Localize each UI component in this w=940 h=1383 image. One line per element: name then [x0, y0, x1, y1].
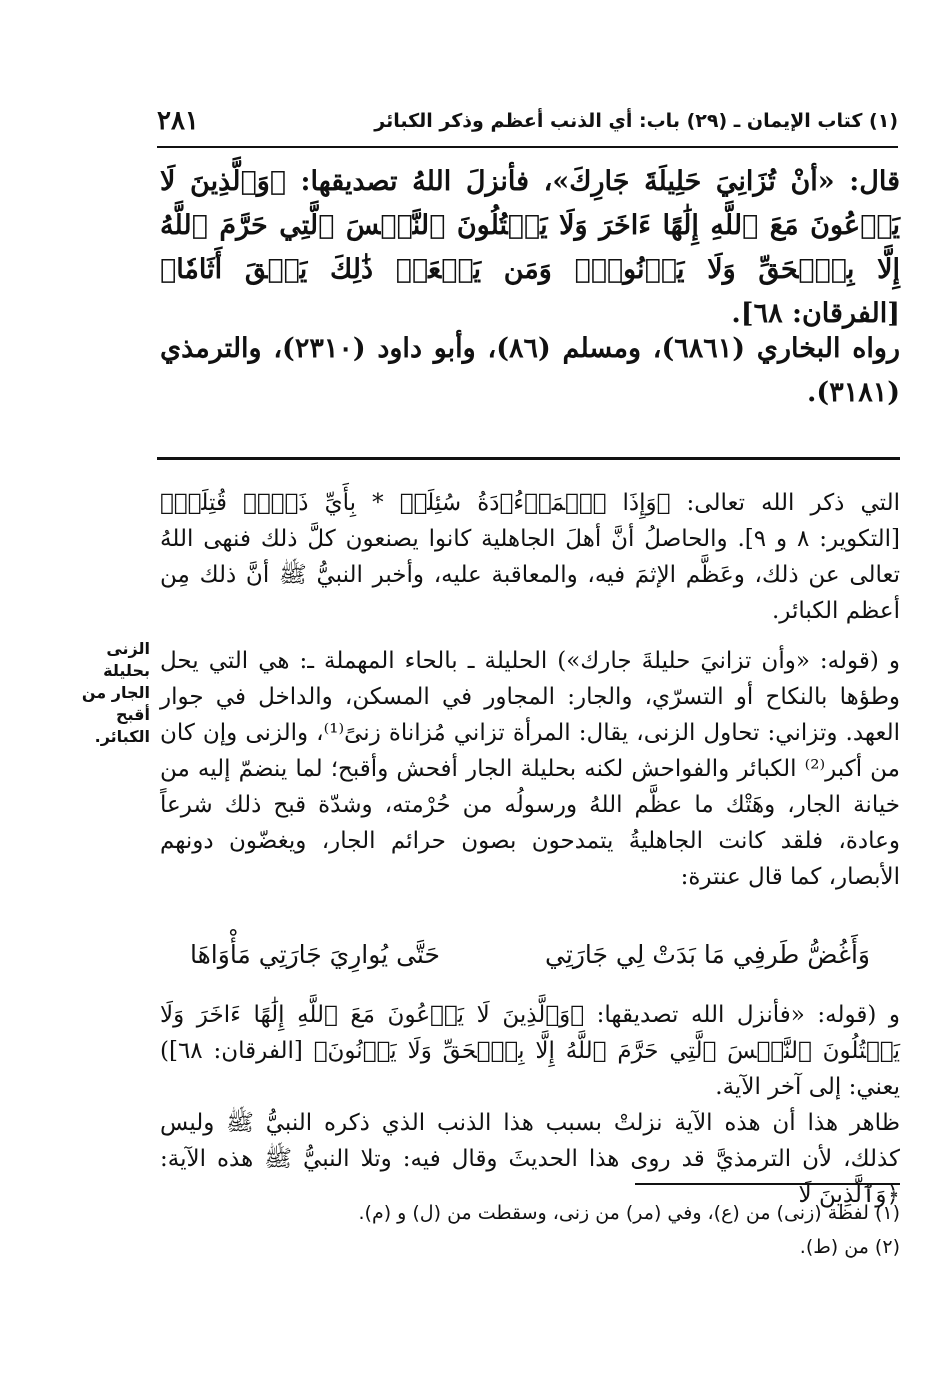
- verse-hemistich: وَأَغُضُّ طَرفِي مَا بَدَتْ لِي جَارَتِي: [545, 940, 870, 969]
- footnotes: [160, 1196, 900, 1264]
- hadith-text: قال: «أنْ تُزَانِيَ حَلِيلَةَ جَارِكَ»، فأنزلَ اللهُ تصديقها: ﴿وَٱلَّذِينَ لَا يَدۡعُونَ مَعَ ٱللَّهِ إِلَٰهًا ءَاخَرَ وَلَا يَقۡتُلُونَ ٱلنَّفۡسَ ٱلَّتِي حَرَّمَ ٱللَّهُ إِلَّا بِٱلۡحَقِّ وَلَا يَزۡنُونَۚ وَمَن يَفۡعَلۡ ذَٰلِكَ يَلۡقَ أَثَامٗا﴾ [الفرقان: ٦٨].: [160, 166, 900, 329]
- commentary-paragraph: و (قوله: «فأنزل الله تصديقها: ﴿وَٱلَّذِينَ لَا يَدۡعُونَ مَعَ ٱللَّهِ إِلَٰهًا ءَاخَرَ وَلَا يَقۡتُلُونَ ٱلنَّفۡسَ ٱلَّتِي حَرَّمَ ٱللَّهُ إِلَّا بِٱلۡحَقِّ وَلَا يَزۡنُونَ﴾ [الفرقان: ٦٨]) يعني: إلى آخر الآية.: [160, 1002, 900, 1100]
- verse-hemistich: حَتَّى يُوارِيَ جَارَتِي مَأْوَاهَا: [190, 940, 440, 969]
- footnote-rule: [635, 1183, 900, 1185]
- margin-heading: الزنى بحليلة الجار من أقبح الكبائر.: [81, 639, 150, 746]
- commentary-paragraph: التي ذكر الله تعالى: ﴿وَإِذَا ٱلۡمَوۡءُۥدَةُ سُئِلَتۡ * بِأَيِّ ذَنۢبٖ قُتِلَتۡ﴾ [التكوير: ٨ و ٩]. والحاصلُ أنَّ أهلَ الجاهلية كانوا يصنعون كلَّ ذلك فنهى اللهُ تعالى عن ذلك، وعَظَّم الإثمَ فيه، والمعاقبة عليه، وأخبر النبيُّ ﷺ أنَّ ذلك مِن أعظم الكبائر.: [160, 490, 901, 624]
- page-header: [157, 104, 898, 148]
- commentary-paragraph: و (قوله: «وأن تزانيَ حليلةَ جارك») الحليلة ـ بالحاء المهملة ـ: هي التي يحل وطؤها بالنكاح أو التسرّي، والجار: المجاور في المسكن، والداخل في جوار العهد. وتزاني: تحاول الزنى، يقال: المرأة تزاني مُزاناة زنىً⁽¹⁾، والزنى وإن كان من أكبر⁽²⁾ الكبائر والفواحش لكنه بحليلة الجار أفحش وأقبح؛ لما ينضمّ إليه من خيانة الجار، وهَتْك ما عظَّم اللهُ ورسولُه من حُرْمته، وشدّة قبح ذلك شرعاً وعادة، فلقد كانت الجاهليةُ يتمدحون بصون حرائم الجار، ويغضّون دونهم الأبصار، كما قال عنترة:: [160, 648, 900, 890]
- commentary-block: [160, 485, 900, 895]
- running-title: (١) كتاب الإيمان ـ (٢٩) باب: أي الذنب أعظم وذكر الكبائر: [374, 110, 898, 132]
- commentary-paragraph: ظاهر هذا أن هذه الآية نزلتْ بسبب هذا الذنب الذي ذكره النبيُّ ﷺ وليس كذلك، لأن الترمذيَّ قد روى هذا الحديثَ وقال فيه: وتلا النبيُّ ﷺ هذه الآية: ﴿وَٱلَّذِينَ لَا: [160, 1110, 900, 1208]
- page-number: ٢٨١: [157, 106, 199, 136]
- footnote: (١) لفظة (زنى) من (ع)، وفي (مر) من زنى، وسقطت من (ل) و (م).: [358, 1202, 900, 1224]
- footnote: (٢) من (ط).: [799, 1236, 900, 1258]
- poetry-verse: [190, 940, 870, 980]
- section-divider: [157, 457, 900, 460]
- commentary-block: [160, 997, 900, 1213]
- hadith-takhrij: رواه البخاري (٦٨٦١)، ومسلم (٨٦)، وأبو داود (٢٣١٠)، والترمذي (٣١٨١).: [160, 333, 900, 408]
